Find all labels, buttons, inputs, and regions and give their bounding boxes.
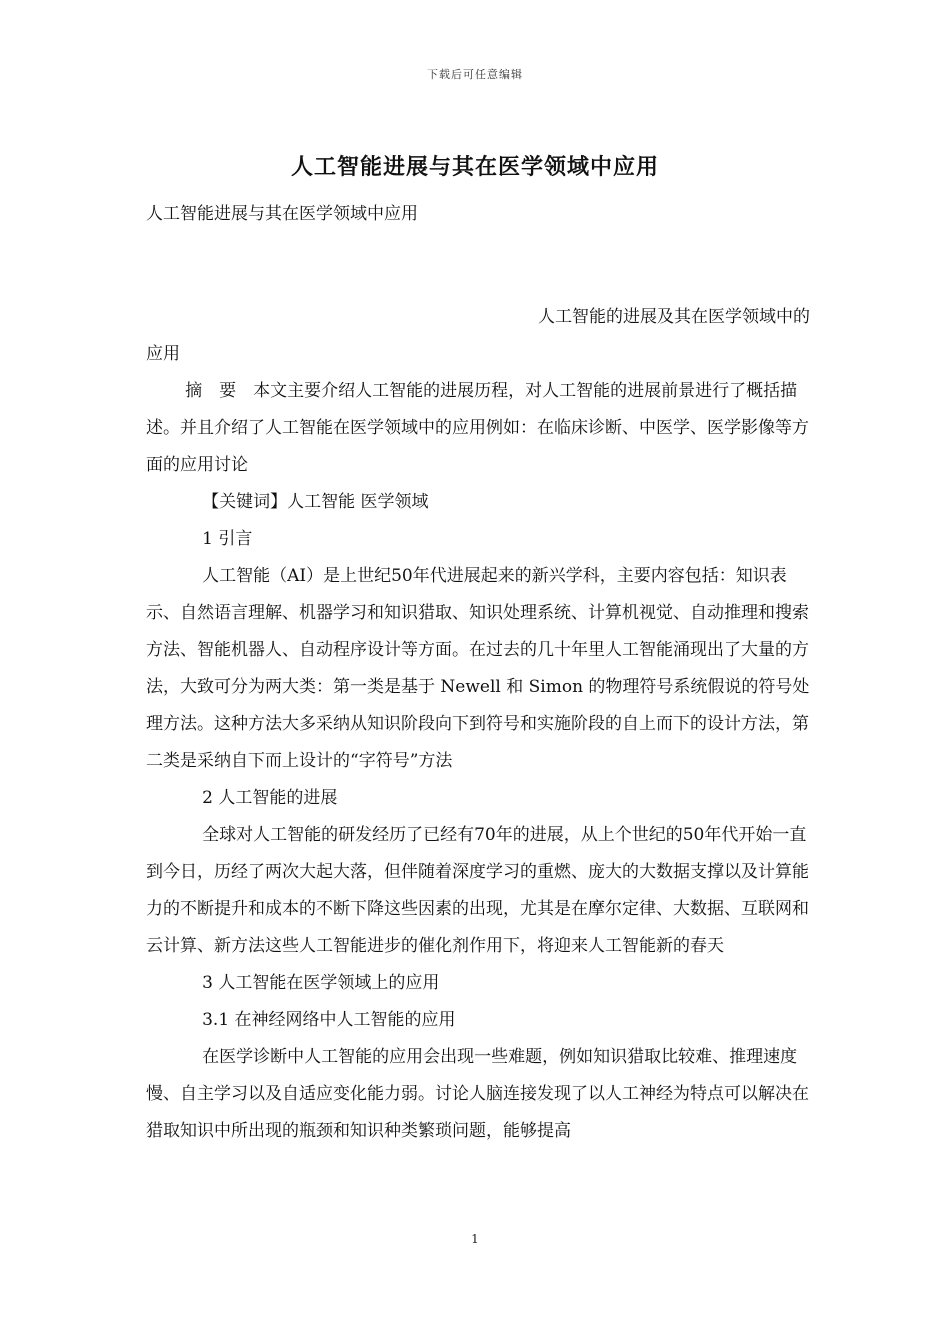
section-1-heading: 1 引言 — [202, 529, 253, 549]
section-3-1-paragraph: 在医学诊断中人工智能的应用会出现一些难题，例如知识猎取比较难、推理速度慢、自主学习以及自适应变化能力弱。讨论人脑连接发现了以人工神经为特点可以解决在猎取知识中所出现的瓶颈和知识种类繁琐问题，能够提高 — [146, 1047, 809, 1141]
section-3-1-heading: 3.1 在神经网络中人工智能的应用 — [202, 1010, 456, 1030]
document-title: 人工智能进展与其在医学领域中应用 — [290, 154, 659, 180]
section-2-heading: 2 人工智能的进展 — [202, 788, 338, 808]
keywords-line: 【关键词】人工智能 医学领域 — [202, 492, 429, 512]
right-heading-continuation: 应用 — [146, 344, 180, 364]
abstract-paragraph: 摘 要 本文主要介绍人工智能的进展历程，对人工智能的进展前景进行了概括描述。并且介绍了人工智能在医学领域中的应用例如：在临床诊断、中医学、医学影像等方面的应用讨论 — [146, 381, 809, 475]
document-body — [146, 196, 810, 1150]
header-note: 下载后可任意编辑 — [427, 68, 523, 81]
section-1-paragraph: 人工智能（AI）是上世纪50年代进展起来的新兴学科，主要内容包括：知识表示、自然语言理解、机器学习和知识猎取、知识处理系统、计算机视觉、自动推理和搜索方法、智能机器人、自动程序设计等方面。在过去的几十年里人工智能涌现出了大量的方法，大致可分为两大类：第一类是基于 Newell 和 Simon 的物理符号系统假说的符号处理方法。这种方法大多采纳从知识阶段向下到符号和实施阶段的自上而下的设计方法，第二类是采纳自下而上设计的“字符号”方法 — [146, 566, 810, 771]
page-number: 1 — [471, 1232, 479, 1246]
subtitle-line: 人工智能进展与其在医学领域中应用 — [146, 204, 418, 224]
section-2-paragraph: 全球对人工智能的研发经历了已经有70年的进展，从上个世纪的50年代开始一直到今日，历经了两次大起大落，但伴随着深度学习的重燃、庞大的大数据支撑以及计算能力的不断提升和成本的不断下降这些因素的出现，尤其是在摩尔定律、大数据、互联网和云计算、新方法这些人工智能进步的催化剂作用下，将迎来人工智能新的春天 — [146, 825, 809, 956]
right-heading-line: 人工智能的进展及其在医学领域中的 — [538, 307, 810, 327]
section-3-heading: 3 人工智能在医学领域上的应用 — [202, 973, 440, 993]
